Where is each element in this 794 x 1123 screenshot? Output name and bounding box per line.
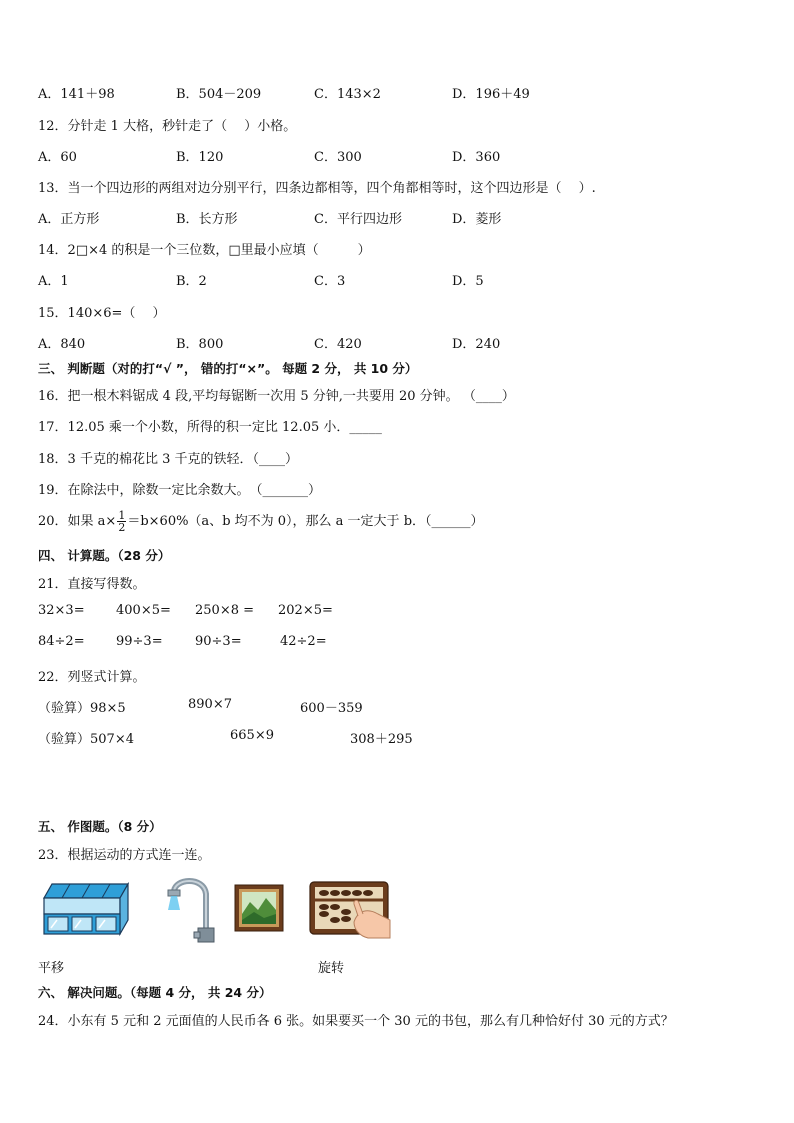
q21-r2-c1: 84÷2= [38,634,85,649]
q23-label-rotation: 旋转 [318,961,345,976]
q13-question: 13．当一个四边形的两组对边分别平行，四条边都相等，四个角都相等时，这个四边形是（ ）. [38,181,596,196]
q22-r1-c1: （验算）98×5 [38,701,126,716]
q22-r1-c3: 600－359 [300,701,363,716]
q18-question: 18．3 千克的棉花比 3 千克的铁轻．（____） [38,452,298,467]
q12-option-b: B．120 [176,150,224,165]
q12-option-d: D．360 [452,150,501,165]
q11-option-b: B．504－209 [176,87,262,102]
q13-option-b: B．长方形 [176,212,238,227]
q14-option-d: D．5 [452,274,484,289]
q22-r2-c3: 308＋295 [350,732,413,747]
q21-question: 21．直接写得数。 [38,577,146,592]
q21-r2-c2: 99÷3= [116,634,163,649]
q13-option-d: D．菱形 [452,212,502,227]
q12-option-c: C．300 [314,150,362,165]
q23-question: 23．根据运动的方式连一连。 [38,848,211,863]
q22-r2-c2: 665×9 [230,728,274,743]
q21-r1-c1: 32×3= [38,603,85,618]
q12-question: 12．分针走 1 大格，秒针走了（ ）小格。 [38,119,297,134]
framed-picture-image [234,884,284,936]
q21-r2-c3: 90÷3= [195,634,242,649]
q13-option-a: A．正方形 [38,212,100,227]
section-4-heading: 四、 计算题。（28 分） [38,548,171,563]
q21-r2-c4: 42÷2= [280,634,327,649]
q22-r1-c2: 890×7 [188,697,232,712]
q14-option-c: C．3 [314,274,346,289]
q14-option-b: B．2 [176,274,207,289]
section-3-heading: 三、 判断题（对的打“√ ”， 错的打“×”。 每题 2 分， 共 10 分） [38,361,418,376]
q24-question: 24．小东有 5 元和 2 元面值的人民币各 6 张。如果要买一个 30 元的书包，那么有几种恰好付 30 元的方式？ [38,1014,674,1029]
q20-fraction [117,510,126,533]
sliding-window-image [42,882,130,942]
q22-r2-c1: （验算）507×4 [38,732,134,747]
q21-r1-c4: 202×5= [278,603,333,618]
q15-option-d: D．240 [452,337,501,352]
q16-question: 16．把一根木料锯成 4 段,平均每锯断一次用 5 分钟,一共要用 20 分钟。 （____） [38,389,515,404]
q13-option-c: C．平行四边形 [314,212,402,227]
q20-denominator: 2 [118,521,126,534]
abacus-image [308,880,392,944]
q23-label-translation: 平移 [38,961,65,976]
q21-r1-c3: 250×8 = [195,603,255,618]
q14-question: 14．2□×4 的积是一个三位数，□里最小应填（ ） [38,243,371,258]
q15-option-c: C．420 [314,337,362,352]
q11-option-a: A．141＋98 [38,87,115,102]
q15-question: 15．140×6=（ ） [38,306,166,321]
faucet-icon [162,874,216,946]
q11-option-d: D．196＋49 [452,87,530,102]
q15-option-a: A．840 [38,337,86,352]
q20-question [38,510,484,533]
window-slide-icon [42,882,130,938]
faucet-image [162,874,216,950]
q15-option-b: B．800 [176,337,224,352]
picture-frame-icon [234,884,284,932]
abacus-icon [308,880,392,940]
section-6-heading: 六、 解决问题。（每题 4 分， 共 24 分） [38,985,272,1000]
q21-r1-c2: 400×5= [116,603,171,618]
q19-question: 19．在除法中，除数一定比余数大。 （_______） [38,483,322,498]
q20-prefix: 20．如果 a× [38,514,117,529]
q14-option-a: A．1 [38,274,69,289]
q20-numerator: 1 [118,509,126,522]
q22-question: 22．列竖式计算。 [38,670,146,685]
section-5-heading: 五、 作图题。（8 分） [38,819,162,834]
q17-question: 17．12.05 乘一个小数，所得的积一定比 12.05 小．_____ [38,420,382,435]
q11-option-c: C．143×2 [314,87,381,102]
q12-option-a: A．60 [38,150,77,165]
q20-suffix: ＝b×60%（a、b 均不为 0），那么 a 一定大于 b．（______） [127,514,484,529]
